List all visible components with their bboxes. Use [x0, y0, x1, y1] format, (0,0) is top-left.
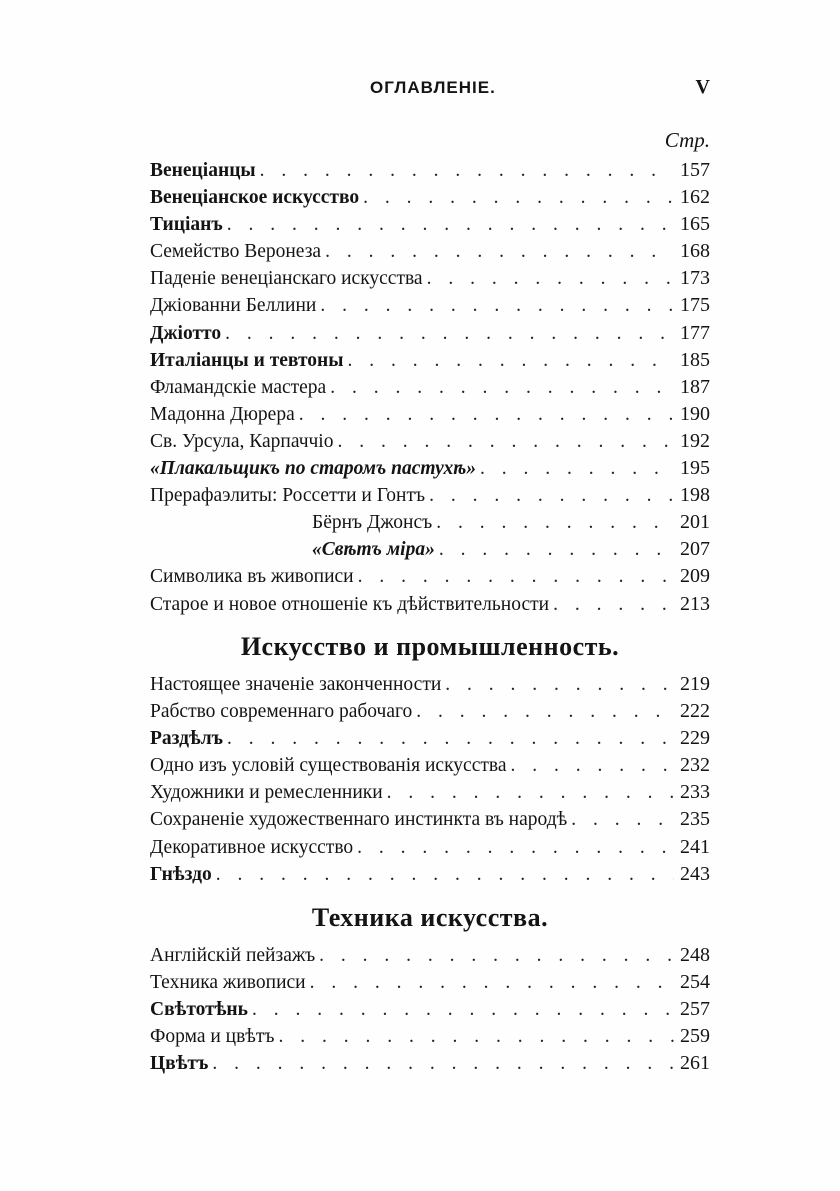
dot-leader — [279, 1023, 675, 1050]
toc-entry-page: 248 — [680, 944, 710, 966]
dot-leader — [227, 725, 674, 752]
toc-entry-page: 232 — [680, 754, 710, 777]
toc-entry-title: Св. Урсула, Карпаччіо — [150, 430, 334, 452]
toc-entry — [150, 806, 710, 833]
dot-leader — [510, 752, 674, 779]
dot-leader — [325, 238, 674, 265]
toc-entry-page: 173 — [680, 267, 710, 290]
toc-entry-title: Рабство современнаго рабочаго — [150, 701, 413, 723]
toc-entry-page: 209 — [680, 565, 710, 588]
toc-entry — [150, 265, 710, 292]
dot-leader — [227, 211, 674, 238]
toc-entry-page: 168 — [680, 240, 710, 263]
toc-entry-title: Свѣтотѣнь — [150, 999, 248, 1021]
dot-leader — [216, 861, 674, 888]
toc-entry — [150, 563, 710, 590]
page-column-label: Стр. — [664, 128, 710, 152]
dot-leader — [330, 374, 674, 401]
toc-entry-page: 222 — [680, 700, 710, 723]
toc-entry — [150, 752, 710, 779]
toc-entry-title: «Свѣтъ міра» — [312, 539, 435, 561]
toc-entry — [150, 401, 710, 428]
toc-entry-page: 213 — [680, 592, 710, 615]
toc-entry-title: Венеціанское искусство — [150, 187, 360, 209]
toc-entry-title: «Плакальщикъ по старомъ пастухѣ» — [150, 458, 477, 480]
toc-entry — [150, 536, 710, 563]
toc-entry-title: Паденіе венеціанскаго искусства — [150, 268, 423, 290]
dot-leader — [553, 591, 674, 618]
toc-entry-page: 185 — [680, 348, 710, 371]
toc-entry-title: Тиціанъ — [150, 214, 223, 236]
toc-entry-page: 257 — [680, 998, 710, 1021]
dot-leader — [320, 292, 674, 319]
dot-leader — [480, 455, 674, 482]
toc-entry — [150, 238, 710, 265]
toc-entry-title: Художники и ремесленники — [150, 782, 383, 804]
toc-entry-title: Форма и цвѣтъ — [150, 1026, 275, 1048]
toc-entry — [150, 779, 710, 806]
dot-leader — [357, 834, 674, 861]
toc-entry — [150, 509, 710, 536]
toc-entry-page: 190 — [680, 402, 710, 425]
dot-leader — [427, 265, 674, 292]
toc-entry-title: Прерафаэлиты: Россетти и Гонтъ — [150, 485, 426, 507]
toc-entry-page: 162 — [680, 186, 710, 209]
toc-entry-page: 233 — [680, 781, 710, 804]
dot-leader — [445, 671, 674, 698]
dot-leader — [436, 509, 674, 536]
toc-entry-page: 207 — [680, 538, 710, 561]
dot-leader — [348, 347, 674, 374]
toc-entry — [150, 157, 710, 184]
toc-entry-title: Старое и новое отношеніе къ дѣйствительности — [150, 593, 550, 615]
toc-entry — [150, 374, 710, 401]
dot-leader — [358, 563, 674, 590]
toc-entry — [150, 347, 710, 374]
section-heading-industry: Искусство и промышленность. — [240, 632, 620, 661]
toc-entry-title: Одно изъ условій существованія искусства — [150, 755, 507, 777]
toc-entry-page: 187 — [680, 375, 710, 398]
toc-entry-page: 229 — [680, 727, 710, 750]
dot-leader — [212, 1050, 674, 1077]
toc-entry — [150, 725, 710, 752]
dot-leader — [319, 942, 674, 969]
toc-entry — [150, 428, 710, 455]
toc-entry-page: 254 — [680, 971, 710, 994]
toc-entry — [150, 1023, 710, 1050]
toc-section-2 — [150, 671, 710, 888]
dot-leader — [299, 401, 674, 428]
toc-entry — [150, 996, 710, 1023]
toc-entry — [150, 834, 710, 861]
toc-entry — [150, 698, 710, 725]
toc-entry-title: Декоративное искусство — [150, 836, 354, 858]
toc-entry-title: Бёрнъ Джонсъ — [312, 512, 433, 534]
toc-entry — [150, 671, 710, 698]
toc-entry — [150, 482, 710, 509]
toc-entry — [150, 861, 710, 888]
toc-entry-title: Фламандскіе мастера — [150, 376, 327, 398]
toc-entry — [150, 211, 710, 238]
toc-entry-page: 195 — [680, 457, 710, 480]
toc-entry-page: 175 — [680, 294, 710, 317]
toc-entry-title: Англійскій пейзажъ — [150, 945, 316, 966]
toc-entry-page: 177 — [680, 321, 710, 344]
dot-leader — [387, 779, 674, 806]
running-header — [150, 78, 710, 108]
toc-entry-page: 198 — [680, 484, 710, 507]
toc-entry-title: Венеціанцы — [150, 160, 256, 181]
dot-leader — [337, 428, 674, 455]
toc-entry-page: 261 — [680, 1052, 710, 1075]
toc-entry — [150, 969, 710, 996]
toc-entry-page: 157 — [680, 159, 710, 181]
toc-entry-title: Италіанцы и тевтоны — [150, 349, 344, 371]
toc-entry-page: 165 — [680, 213, 710, 236]
toc-entry-title: Семейство Веронеза — [150, 241, 322, 263]
toc-entry — [150, 1050, 710, 1077]
toc-entry-page: 241 — [680, 835, 710, 858]
dot-leader — [252, 996, 674, 1023]
dot-leader — [429, 482, 674, 509]
toc-entry — [150, 184, 710, 211]
dot-leader — [363, 184, 674, 211]
dot-leader — [571, 806, 674, 833]
dot-leader — [310, 969, 674, 996]
dot-leader — [416, 698, 674, 725]
toc-entry-title: Гнѣздо — [150, 863, 212, 885]
toc-entry-page: 243 — [680, 862, 710, 885]
toc-entry-page: 219 — [680, 673, 710, 695]
toc-entry-title: Настоящее значеніе законченности — [150, 674, 442, 695]
toc-entry-title: Раздѣлъ — [150, 728, 224, 750]
dot-leader — [225, 320, 674, 347]
toc-entry-title: Мадонна Дюрера — [150, 403, 295, 425]
toc-entry-title: Техника живописи — [150, 972, 306, 994]
header-title: ОГЛАВЛЕНІЕ. — [370, 78, 496, 97]
toc-entry-page: 201 — [680, 511, 710, 534]
toc-entry-title: Джіотто — [150, 322, 222, 344]
toc-entry-title: Цвѣтъ — [150, 1053, 209, 1075]
toc-entry-title: Сохраненіе художественнаго инстинкта въ народѣ — [150, 809, 568, 831]
toc-entry — [150, 320, 710, 347]
toc-entry-page: 192 — [680, 429, 710, 452]
dot-leader — [439, 536, 674, 563]
toc-entry-page: 259 — [680, 1025, 710, 1048]
dot-leader — [260, 157, 674, 184]
toc-entry-title: Символика въ живописи — [150, 566, 354, 588]
toc-section-1 — [150, 157, 710, 618]
toc-entry — [150, 942, 710, 969]
header-page-number: V — [695, 76, 710, 98]
toc-section-3 — [150, 942, 710, 1077]
toc-entry — [150, 591, 710, 618]
section-heading-technique: Техника искусства. — [311, 903, 549, 932]
toc-entry-title: Джіованни Беллини — [150, 295, 317, 317]
toc-entry-page: 235 — [680, 808, 710, 831]
toc-entry — [150, 455, 710, 482]
toc-entry — [150, 292, 710, 319]
